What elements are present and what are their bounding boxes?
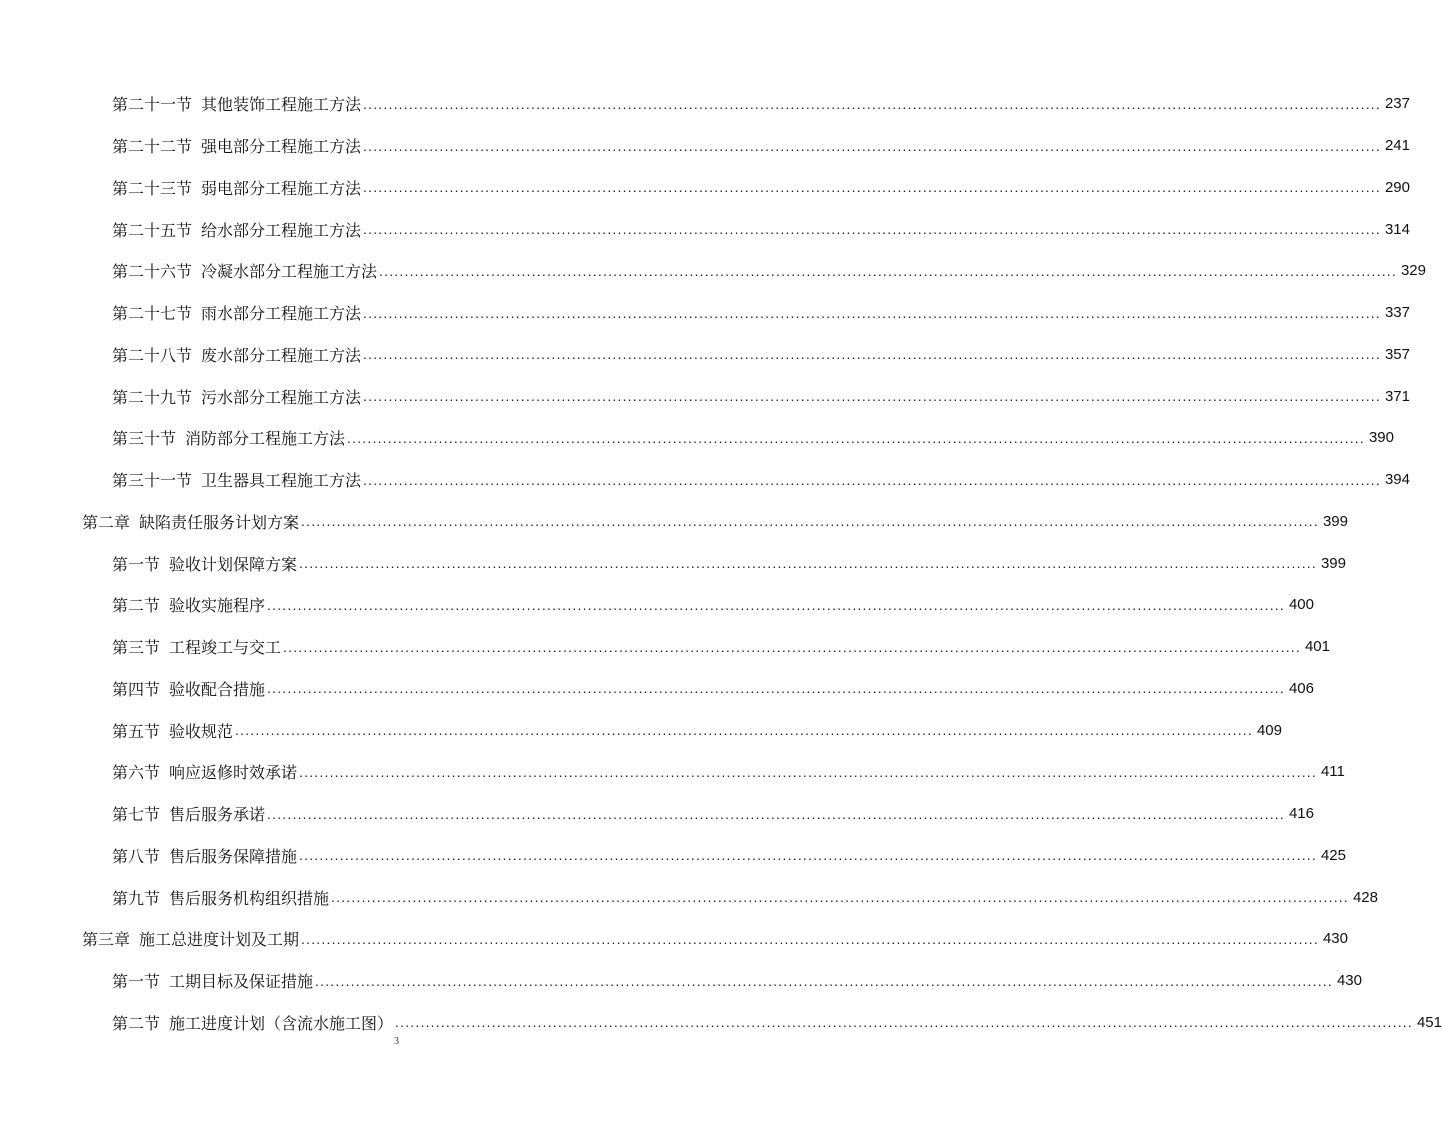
toc-entry-page: 409 xyxy=(1256,721,1282,739)
toc-entry-number: 第三十一节 xyxy=(112,471,193,491)
toc-entry[interactable] xyxy=(0,918,1348,960)
toc-entry[interactable] xyxy=(0,375,1410,417)
toc-entry-page: 314 xyxy=(1384,220,1410,238)
dot-leader: ........................................................................................................................................................................................................ xyxy=(283,638,1301,655)
toc-entry-title xyxy=(112,426,345,449)
dot-leader: ........................................................................................................................................................................................................ xyxy=(267,596,1285,613)
toc-entry-page: 329 xyxy=(1400,262,1426,280)
dot-leader: ........................................................................................................................................................................................................ xyxy=(267,680,1285,697)
toc-entry-text: 工程竣工与交工 xyxy=(169,638,282,658)
toc-entry-text: 售后服务机构组织措施 xyxy=(169,888,330,908)
dot-leader: ........................................................................................................................................................................................................ xyxy=(363,137,1381,154)
dot-leader: ........................................................................................................................................................................................................ xyxy=(395,1014,1413,1031)
toc-entry[interactable] xyxy=(0,417,1394,459)
toc-entry-number: 第二节 xyxy=(112,596,161,616)
toc-entry-page: 371 xyxy=(1384,387,1410,405)
toc-entry-text: 工期目标及保证措施 xyxy=(169,972,314,992)
toc-entry[interactable] xyxy=(0,501,1348,543)
dot-leader: ........................................................................................................................................................................................................ xyxy=(363,471,1381,488)
toc-entry-text: 雨水部分工程施工方法 xyxy=(201,304,362,324)
toc-entry-title xyxy=(82,927,299,950)
toc-entry-title xyxy=(112,969,313,992)
toc-entry-page: 357 xyxy=(1384,345,1410,363)
toc-entry-title xyxy=(112,343,361,366)
toc-entry-page: 241 xyxy=(1384,137,1410,155)
toc-entry-page: 428 xyxy=(1352,888,1378,906)
toc-entry-title xyxy=(112,259,377,282)
toc-entry-title xyxy=(112,552,297,575)
table-of-contents xyxy=(0,83,1442,1043)
toc-entry-title xyxy=(112,468,361,491)
toc-entry[interactable] xyxy=(0,125,1410,167)
toc-entry-text: 废水部分工程施工方法 xyxy=(201,345,362,365)
dot-leader: ........................................................................................................................................................................................................ xyxy=(363,221,1381,238)
toc-entry-text: 施工进度计划（含流水施工图） xyxy=(169,1013,394,1033)
toc-entry-text: 缺陷责任服务计划方案 xyxy=(139,512,300,532)
toc-entry-number: 第一节 xyxy=(112,554,161,574)
toc-entry-title xyxy=(112,719,233,742)
toc-entry-number: 第三节 xyxy=(112,638,161,658)
toc-entry-number: 第二十九节 xyxy=(112,387,193,407)
toc-entry-text: 给水部分工程施工方法 xyxy=(201,220,362,240)
toc-entry[interactable] xyxy=(0,542,1346,584)
toc-entry-page: 401 xyxy=(1304,638,1330,656)
dot-leader: ........................................................................................................................................................................................................ xyxy=(363,179,1381,196)
dot-leader: ........................................................................................................................................................................................................ xyxy=(363,95,1381,112)
toc-entry-number: 第四节 xyxy=(112,679,161,699)
dot-leader: ........................................................................................................................................................................................................ xyxy=(235,722,1253,739)
dot-leader: ........................................................................................................................................................................................................ xyxy=(363,388,1381,405)
toc-entry-number: 第二节 xyxy=(112,1013,161,1033)
toc-entry-title xyxy=(112,92,361,115)
toc-entry-page: 390 xyxy=(1368,429,1394,447)
toc-entry-number: 第三章 xyxy=(82,930,131,950)
dot-leader: ........................................................................................................................................................................................................ xyxy=(299,555,1317,572)
toc-entry-text: 弱电部分工程施工方法 xyxy=(201,178,362,198)
toc-entry-page: 451 xyxy=(1416,1013,1442,1031)
toc-entry-title xyxy=(112,886,329,909)
toc-entry-number: 第一节 xyxy=(112,972,161,992)
toc-entry-page: 337 xyxy=(1384,304,1410,322)
toc-entry-number: 第二十二节 xyxy=(112,137,193,157)
toc-entry-text: 消防部分工程施工方法 xyxy=(185,429,346,449)
toc-entry-page: 430 xyxy=(1322,930,1348,948)
toc-entry-number: 第二十六节 xyxy=(112,262,193,282)
toc-entry-title xyxy=(112,218,361,241)
dot-leader: ........................................................................................................................................................................................................ xyxy=(301,513,1319,530)
toc-entry[interactable] xyxy=(0,250,1426,292)
toc-entry-text: 验收实施程序 xyxy=(169,596,266,616)
toc-entry-number: 第八节 xyxy=(112,846,161,866)
toc-entry[interactable] xyxy=(0,626,1330,668)
toc-entry[interactable] xyxy=(0,83,1410,125)
dot-leader: ........................................................................................................................................................................................................ xyxy=(299,847,1317,864)
dot-leader: ........................................................................................................................................................................................................ xyxy=(331,889,1349,906)
toc-entry-title xyxy=(112,1011,393,1034)
toc-entry-text: 强电部分工程施工方法 xyxy=(201,137,362,157)
toc-entry-number: 第七节 xyxy=(112,805,161,825)
toc-entry-page: 399 xyxy=(1322,512,1348,530)
toc-entry[interactable] xyxy=(0,167,1410,209)
toc-entry-page: 394 xyxy=(1384,471,1410,489)
toc-entry-text: 验收计划保障方案 xyxy=(169,554,298,574)
toc-entry-text: 卫生器具工程施工方法 xyxy=(201,471,362,491)
dot-leader: ........................................................................................................................................................................................................ xyxy=(363,346,1381,363)
toc-entry-number: 第二十七节 xyxy=(112,304,193,324)
toc-entry-number: 第六节 xyxy=(112,763,161,783)
toc-entry-page: 416 xyxy=(1288,805,1314,823)
toc-entry-page: 237 xyxy=(1384,95,1410,113)
toc-entry-number: 第二十五节 xyxy=(112,220,193,240)
toc-entry-number: 第二十一节 xyxy=(112,95,193,115)
toc-entry-text: 其他装饰工程施工方法 xyxy=(201,95,362,115)
toc-entry[interactable] xyxy=(0,960,1362,1002)
toc-entry-title xyxy=(112,677,265,700)
dot-leader: ........................................................................................................................................................................................................ xyxy=(347,429,1365,446)
toc-entry-title xyxy=(82,510,299,533)
toc-entry[interactable] xyxy=(0,835,1346,877)
toc-entry-number: 第五节 xyxy=(112,721,161,741)
toc-entry-title xyxy=(112,760,297,783)
toc-entry-page: 406 xyxy=(1288,679,1314,697)
toc-entry-text: 冷凝水部分工程施工方法 xyxy=(201,262,378,282)
toc-entry-page: 290 xyxy=(1384,178,1410,196)
page-number: 3 xyxy=(394,1036,399,1047)
toc-entry-number: 第三十节 xyxy=(112,429,177,449)
toc-entry-title xyxy=(112,844,297,867)
toc-entry-text: 售后服务承诺 xyxy=(169,805,266,825)
toc-entry-number: 第九节 xyxy=(112,888,161,908)
toc-entry-text: 验收规范 xyxy=(169,721,234,741)
toc-entry[interactable] xyxy=(0,709,1282,751)
toc-entry[interactable] xyxy=(0,292,1410,334)
toc-entry-text: 售后服务保障措施 xyxy=(169,846,298,866)
toc-entry-text: 污水部分工程施工方法 xyxy=(201,387,362,407)
toc-entry-text: 响应返修时效承诺 xyxy=(169,763,298,783)
toc-entry-title xyxy=(112,134,361,157)
toc-entry-page: 399 xyxy=(1320,554,1346,572)
toc-entry[interactable] xyxy=(0,793,1314,835)
toc-entry-page: 400 xyxy=(1288,596,1314,614)
toc-entry-page: 411 xyxy=(1320,763,1345,781)
toc-entry-number: 第二十八节 xyxy=(112,345,193,365)
toc-entry-title xyxy=(112,802,265,825)
dot-leader: ........................................................................................................................................................................................................ xyxy=(315,972,1333,989)
toc-entry-page: 430 xyxy=(1336,972,1362,990)
dot-leader: ........................................................................................................................................................................................................ xyxy=(363,304,1381,321)
toc-entry-number: 第二十三节 xyxy=(112,178,193,198)
toc-entry-page: 425 xyxy=(1320,846,1346,864)
toc-entry-number: 第二章 xyxy=(82,512,131,532)
dot-leader: ........................................................................................................................................................................................................ xyxy=(299,763,1317,780)
toc-entry[interactable] xyxy=(0,334,1410,376)
dot-leader: ........................................................................................................................................................................................................ xyxy=(267,805,1285,822)
toc-entry[interactable] xyxy=(0,668,1314,710)
toc-entry-text: 施工总进度计划及工期 xyxy=(139,930,300,950)
toc-entry[interactable] xyxy=(0,208,1410,250)
toc-entry[interactable] xyxy=(0,751,1345,793)
toc-entry[interactable] xyxy=(0,584,1314,626)
toc-entry[interactable] xyxy=(0,459,1410,501)
toc-entry-title xyxy=(112,385,361,408)
dot-leader: ........................................................................................................................................................................................................ xyxy=(301,930,1319,947)
toc-entry[interactable] xyxy=(0,876,1378,918)
dot-leader: ........................................................................................................................................................................................................ xyxy=(379,262,1397,279)
toc-entry-title xyxy=(112,593,265,616)
toc-entry-title xyxy=(112,635,281,658)
toc-entry-title xyxy=(112,176,361,199)
toc-entry-title xyxy=(112,301,361,324)
toc-entry-text: 验收配合措施 xyxy=(169,679,266,699)
